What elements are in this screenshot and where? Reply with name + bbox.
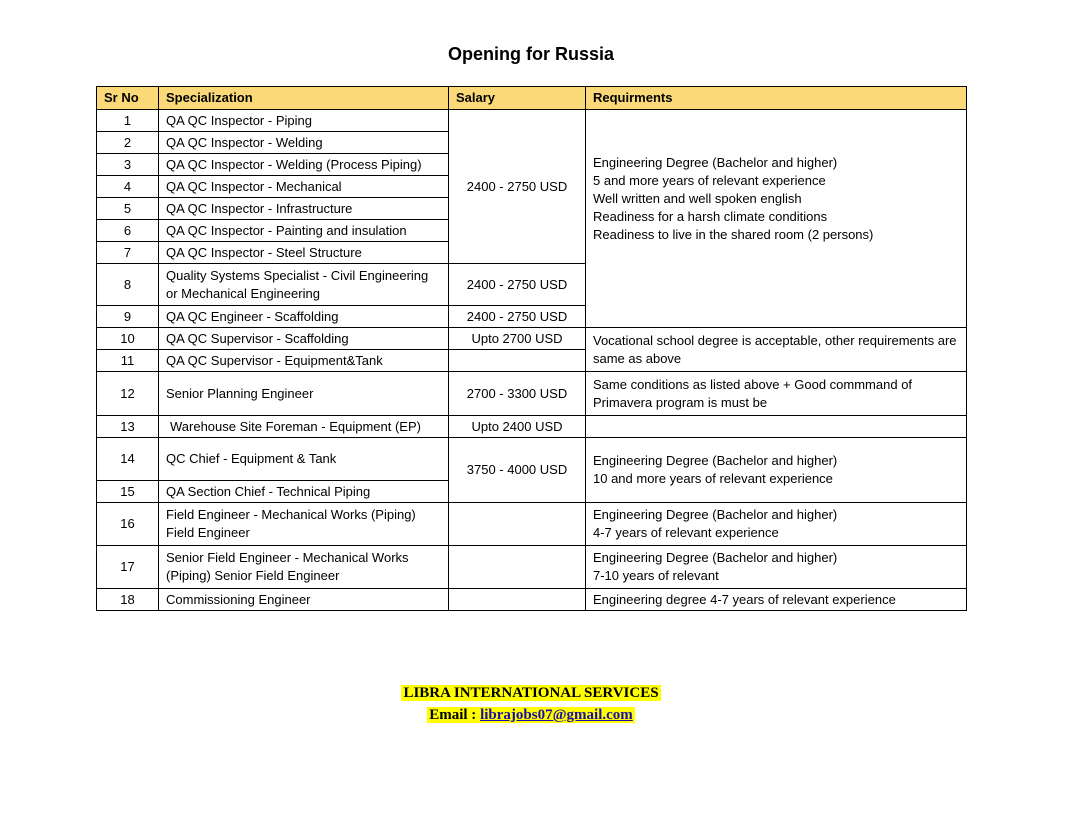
openings-table bbox=[96, 86, 967, 611]
sr-no-cell: 18 bbox=[97, 589, 159, 611]
sr-no-cell: 9 bbox=[97, 306, 159, 328]
specialization-cell: QA QC Engineer - Scaffolding bbox=[159, 306, 449, 328]
salary-cell-empty bbox=[449, 546, 586, 589]
sr-no-cell: 15 bbox=[97, 481, 159, 503]
specialization-cell: QA QC Supervisor - Equipment&Tank bbox=[159, 350, 449, 372]
requirements-cell: Vocational school degree is acceptable, other requirements are same as above bbox=[586, 328, 967, 372]
sr-no-cell: 16 bbox=[97, 503, 159, 546]
specialization-cell: Warehouse Site Foreman - Equipment (EP) bbox=[159, 416, 449, 438]
specialization-cell: Quality Systems Specialist - Civil Engineering or Mechanical Engineering bbox=[159, 264, 449, 306]
sr-no-cell: 6 bbox=[97, 220, 159, 242]
sr-no-cell: 17 bbox=[97, 546, 159, 589]
sr-no-cell: 3 bbox=[97, 154, 159, 176]
requirements-cell bbox=[586, 503, 967, 546]
table-row bbox=[97, 416, 967, 438]
requirement-line: 10 and more years of relevant experience bbox=[593, 471, 833, 486]
requirement-line: Engineering Degree (Bachelor and higher) bbox=[593, 154, 838, 170]
sr-no-cell: 12 bbox=[97, 372, 159, 416]
requirement-line: Engineering Degree (Bachelor and higher) bbox=[593, 507, 838, 522]
header-specialization: Specialization bbox=[159, 87, 449, 110]
salary-cell: 2400 - 2750 USD bbox=[449, 264, 586, 306]
specialization-cell: QA Section Chief - Technical Piping bbox=[159, 481, 449, 503]
requirements-cell bbox=[586, 110, 967, 328]
sr-no-cell: 14 bbox=[97, 438, 159, 481]
salary-cell: 2400 - 2750 USD bbox=[449, 306, 586, 328]
requirement-line: 5 and more years of relevant experience bbox=[593, 172, 826, 188]
header-salary: Salary bbox=[449, 87, 586, 110]
header-requirements: Requirments bbox=[586, 87, 967, 110]
header-sr-no: Sr No bbox=[97, 87, 159, 110]
table-row bbox=[97, 546, 967, 589]
requirement-line: 4-7 years of relevant experience bbox=[593, 525, 779, 540]
requirement-line: Well written and well spoken english bbox=[593, 190, 802, 206]
sr-no-cell: 2 bbox=[97, 132, 159, 154]
salary-cell: Upto 2400 USD bbox=[449, 416, 586, 438]
specialization-cell: Senior Field Engineer - Mechanical Works (Piping) Senior Field Engineer bbox=[159, 546, 449, 589]
specialization-cell: QA QC Inspector - Welding bbox=[159, 132, 449, 154]
salary-cell: 3750 - 4000 USD bbox=[449, 438, 586, 503]
salary-cell: 2400 - 2750 USD bbox=[449, 110, 586, 264]
specialization-cell: QA QC Inspector - Piping bbox=[159, 110, 449, 132]
salary-cell-empty bbox=[449, 503, 586, 546]
sr-no-cell: 11 bbox=[97, 350, 159, 372]
specialization-cell: QA QC Supervisor - Scaffolding bbox=[159, 328, 449, 350]
company-name: LIBRA INTERNATIONAL SERVICES bbox=[403, 685, 659, 701]
salary-cell-empty bbox=[449, 350, 586, 372]
table-row bbox=[97, 438, 967, 481]
sr-no-cell: 8 bbox=[97, 264, 159, 306]
specialization-cell: Senior Planning Engineer bbox=[159, 372, 449, 416]
email-highlight bbox=[427, 707, 635, 723]
requirement-line: Readiness to live in the shared room (2 persons) bbox=[593, 226, 874, 242]
table-row bbox=[97, 372, 967, 416]
requirements-cell bbox=[586, 546, 967, 589]
specialization-cell: Commissioning Engineer bbox=[159, 589, 449, 611]
footer-email bbox=[0, 707, 1062, 724]
footer-company bbox=[0, 685, 1062, 702]
table-header-row bbox=[97, 87, 967, 110]
specialization-cell: Field Engineer - Mechanical Works (Piping) Field Engineer bbox=[159, 503, 449, 546]
requirements-cell-empty bbox=[586, 416, 967, 438]
sr-no-cell: 1 bbox=[97, 110, 159, 132]
requirements-cell: Engineering degree 4-7 years of relevant experience bbox=[586, 589, 967, 611]
sr-no-cell: 7 bbox=[97, 242, 159, 264]
salary-cell: Upto 2700 USD bbox=[449, 328, 586, 350]
table-row bbox=[97, 328, 967, 350]
email-label: Email : bbox=[429, 707, 481, 723]
salary-cell: 2700 - 3300 USD bbox=[449, 372, 586, 416]
requirement-line: 7-10 years of relevant bbox=[593, 568, 719, 583]
requirement-line: Engineering Degree (Bachelor and higher) bbox=[593, 453, 838, 468]
requirements-cell bbox=[586, 438, 967, 503]
specialization-cell: QA QC Inspector - Infrastructure bbox=[159, 198, 449, 220]
table-row bbox=[97, 589, 967, 611]
salary-cell-empty bbox=[449, 589, 586, 611]
requirement-line: Readiness for a harsh climate conditions bbox=[593, 208, 828, 224]
sr-no-cell: 5 bbox=[97, 198, 159, 220]
sr-no-cell: 13 bbox=[97, 416, 159, 438]
requirements-cell: Same conditions as listed above + Good commmand of Primavera program is must be bbox=[586, 372, 967, 416]
table-row bbox=[97, 110, 967, 132]
sr-no-cell: 10 bbox=[97, 328, 159, 350]
specialization-cell: QC Chief - Equipment & Tank bbox=[159, 438, 449, 481]
table-row bbox=[97, 503, 967, 546]
requirement-line: Engineering Degree (Bachelor and higher) bbox=[593, 550, 838, 565]
specialization-cell: QA QC Inspector - Steel Structure bbox=[159, 242, 449, 264]
specialization-cell: QA QC Inspector - Painting and insulation bbox=[159, 220, 449, 242]
email-link[interactable]: librajobs07@gmail.com bbox=[480, 707, 633, 723]
specialization-cell: QA QC Inspector - Mechanical bbox=[159, 176, 449, 198]
sr-no-cell: 4 bbox=[97, 176, 159, 198]
specialization-cell: QA QC Inspector - Welding (Process Piping) bbox=[159, 154, 449, 176]
page-title: Opening for Russia bbox=[447, 44, 615, 64]
